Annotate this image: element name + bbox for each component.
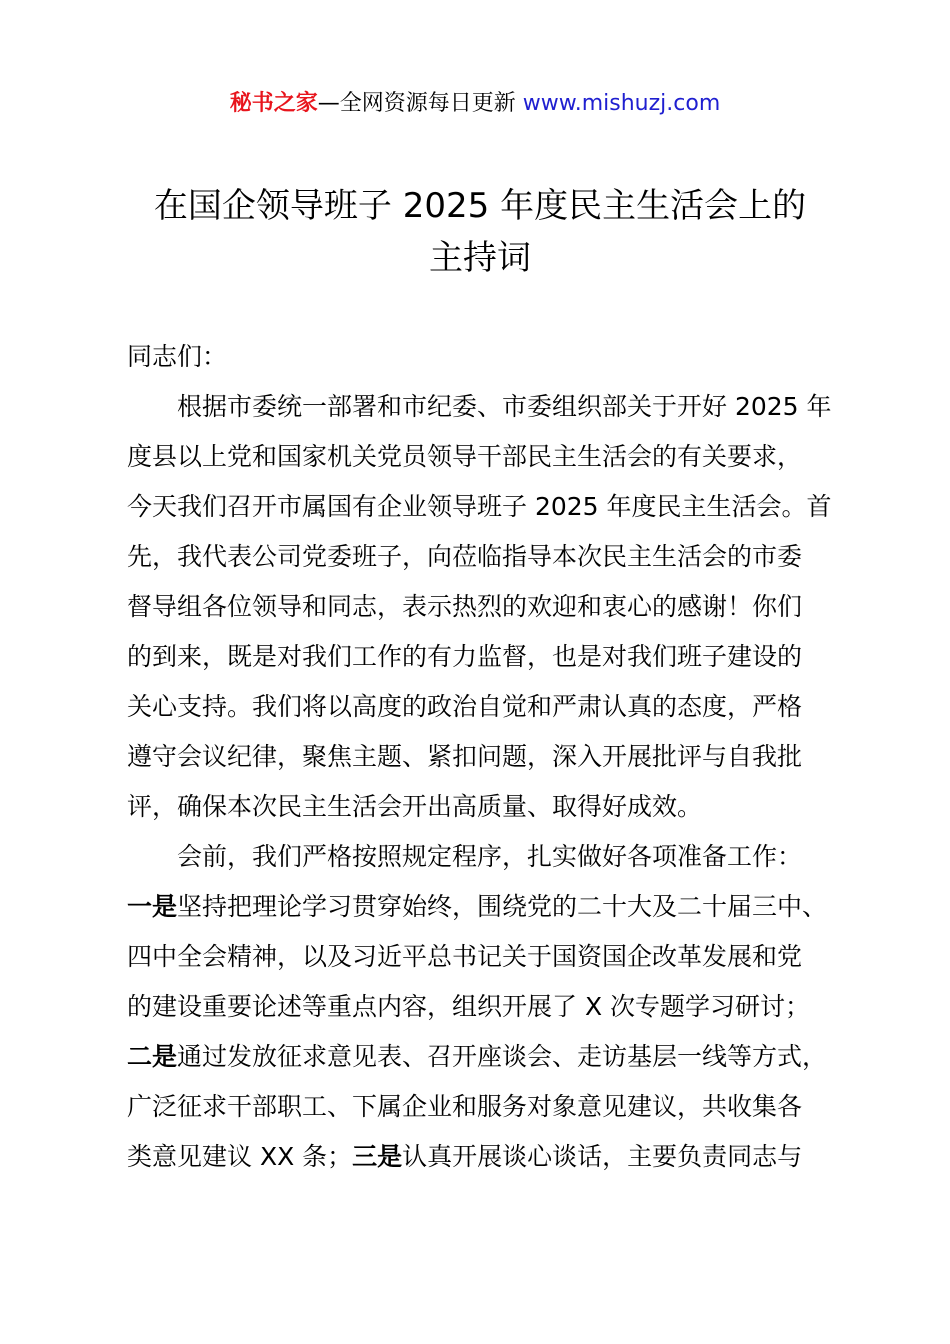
text-line: 今天我们召开市属国有企业领导班子 2025 年度民主生活会。首: [127, 492, 832, 521]
item-1-label: 一是: [127, 892, 178, 921]
paragraph-1: [127, 382, 837, 832]
text-line: [127, 1032, 837, 1082]
title-line-2: 主持词: [429, 238, 531, 278]
text-line: 的建设重要论述等重点内容，组织开展了 X 次专题学习研讨；: [127, 992, 811, 1021]
text-line: 四中全会精神，以及习近平总书记关于国资国企改革发展和党: [127, 942, 803, 971]
header-tagline: —全网资源每日更新: [317, 91, 523, 116]
text-line: 度县以上党和国家机关党员领导干部民主生活会的有关要求，: [127, 442, 803, 471]
title-line-1: 在国企领导班子 2025 年度民主生活会上的: [153, 186, 807, 226]
document-body: [127, 332, 837, 1182]
item-2-label: 二是: [127, 1042, 178, 1071]
item-2-text: 通过发放征求意见表、召开座谈会、走访基层一线等方式，: [177, 1042, 828, 1071]
text-line: [127, 882, 837, 932]
text-line: 督导组各位领导和同志，表示热烈的欢迎和衷心的感谢！你们: [127, 592, 803, 621]
text-line: 遵守会议纪律，聚焦主题、紧扣问题，深入开展批评与自我批: [127, 742, 803, 771]
site-url[interactable]: www.mishuzj.com: [522, 91, 721, 116]
paragraph-2: [127, 832, 837, 1182]
text-line: 会前，我们严格按照规定程序，扎实做好各项准备工作：: [177, 842, 803, 871]
text-line: 的到来，既是对我们工作的有力监督，也是对我们班子建设的: [127, 642, 803, 671]
brand-name: 秘书之家: [229, 91, 318, 116]
item-3-text: 认真开展谈心谈话，主要负责同志与: [402, 1142, 803, 1171]
text-line: 广泛征求干部职工、下属企业和服务对象意见建议，共收集各: [127, 1092, 803, 1121]
site-header: [0, 88, 950, 120]
salutation: 同志们：: [127, 342, 228, 371]
text-line: [127, 1132, 837, 1182]
text-line: 评，确保本次民主生活会开出高质量、取得好成效。: [127, 792, 703, 821]
text-line: 根据市委统一部署和市纪委、市委组织部关于开好 2025 年: [177, 392, 832, 421]
item-2-text-end: 类意见建议 XX 条；: [127, 1142, 353, 1171]
text-line: 关心支持。我们将以高度的政治自觉和严肃认真的态度，严格: [127, 692, 803, 721]
item-1-text: 坚持把理论学习贯穿始终，围绕党的二十大及二十届三中、: [177, 892, 828, 921]
item-3-label: 三是: [352, 1142, 403, 1171]
text-line: 先，我代表公司党委班子，向莅临指导本次民主生活会的市委: [127, 542, 803, 571]
document-title: [128, 180, 832, 284]
